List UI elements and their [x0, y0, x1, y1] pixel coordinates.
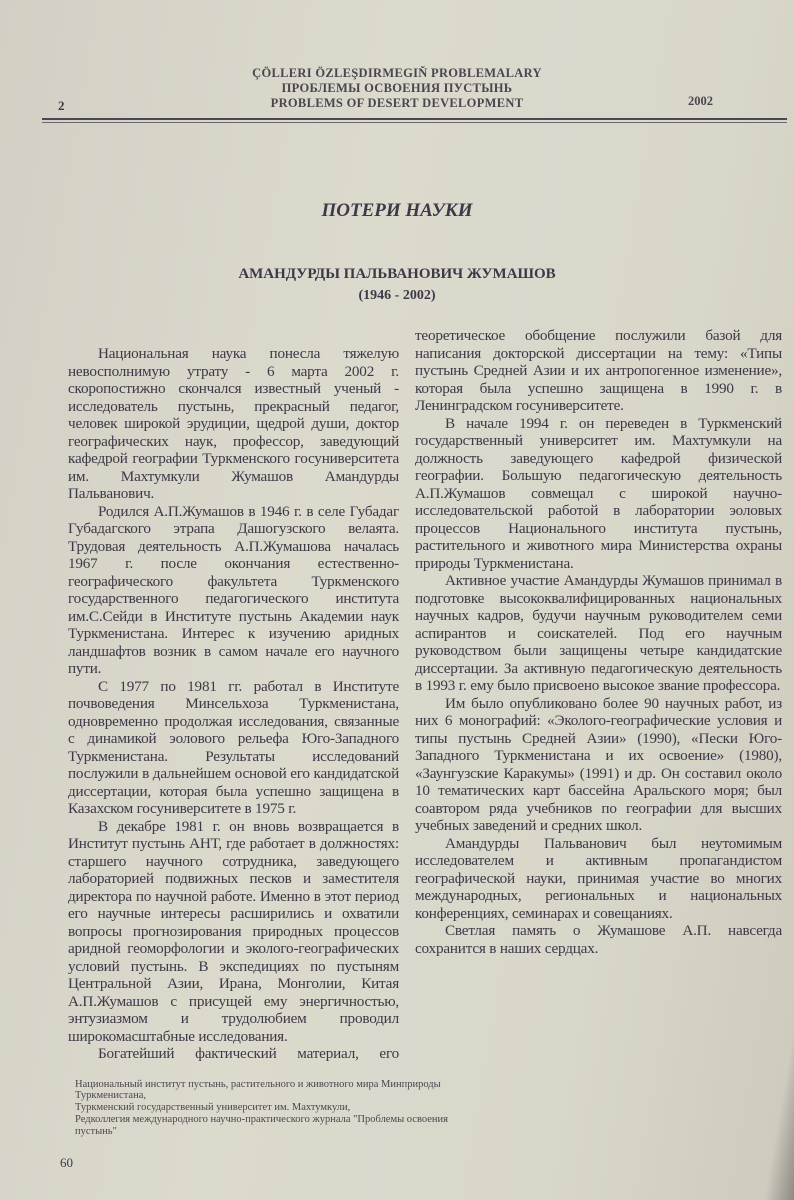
left-column — [68, 345, 399, 1063]
right-column — [415, 327, 782, 957]
paragraph: Родился А.П.Жумашов в 1946 г. в селе Губадаг Губадагского этрапа Дашогузского велаята. Трудовая деятельность А.П.Жумашова началась 1967 г. после окончания естественно-географического факультета Туркменского государственного педагогического института им.С.Сейди в Институте пустынь Академии наук Туркменистана. Интерес к изучению аридных ландшафтов возник в самом начале его научного пути. — [68, 502, 399, 677]
issue-number: 2 — [58, 98, 65, 113]
section-title: ПОТЕРИ НАУКИ — [321, 200, 473, 221]
page-number: 60 — [60, 1155, 73, 1171]
footnote-line: Редколлегия международного научно-практического журнала "Проблемы освоения пустынь" — [75, 1113, 448, 1137]
footnote — [75, 1079, 455, 1138]
article-life-dates: (1946 - 2002) — [358, 288, 436, 303]
paragraph: Им было опубликовано более 90 научных работ, из них 6 монографий: «Эколого-географические условия и типы пустынь Средней Азии» (1990), «Пески Юго-Западного Туркменистана и их освоение» (1980), «Заунгузские Каракумы» (1991) и др. Он составил около 10 тематических карт бассейна Аральского моря; был соавтором ряда учебников по географии для высших учебных заведений и средних школ. — [415, 694, 782, 834]
footnote-line: Национальный институт пустынь, растительного и животного мира Минприроды Туркменистана, — [75, 1078, 441, 1102]
issue-year: 2002 — [688, 94, 713, 108]
paragraph: С 1977 по 1981 гг. работал в Институте почвоведения Минсельхоза Туркменистана, одновременно продолжая исследования, связанные с динамикой эолового рельефа Юго-Западного Туркменистана. Результаты исследований послужили в дальнейшем основой его кандидатской диссертации, которая была успешно защищена в Казахском госуниверситете в 1975 г. — [68, 677, 399, 817]
paragraph: теоретическое обобщение послужили базой для написания докторской диссертации на тему: «Типы пустынь Средней Азии и их антропогенное изменение», которая была успешно защищена в 1990 г. в Ленинградском госуниверситете. — [415, 327, 782, 414]
journal-title-ru: ПРОБЛЕМЫ ОСВОЕНИЯ ПУСТЫНЬ — [281, 81, 513, 95]
paragraph: В начале 1994 г. он переведен в Туркменский государственный университет им. Махтумкули на должность заведующего кафедрой физической географии. Большую педагогическую деятельность А.П.Жумашов совмещал с широкой научно-исследовательской работой в лаборатории эоловых процессов Национального института пустынь, растительного и животного мира Министерства охраны природы Туркменистана. — [415, 414, 782, 572]
header-rule — [42, 118, 787, 120]
footnote-line: Туркменский государственный университет им. Махтумкули, — [75, 1102, 351, 1114]
header-rule-thin — [42, 122, 787, 123]
paragraph: Светлая память о Жумашове А.П. навсегда сохранится в наших сердцах. — [415, 922, 782, 957]
journal-title-en: PROBLEMS OF DESERT DEVELOPMENT — [270, 96, 524, 110]
paragraph: Активное участие Амандурды Жумашов принимал в подготовке высококвалифицированных национальных научных кадров, будучи научным руководителем семи аспирантов и соискателей. Под его научным руководством были защищены четыре кандидатские диссертации. За активную педагогическую деятельность в 1993 г. ему было присвоено высокое звание профессора. — [415, 572, 782, 694]
article-body — [60, 327, 782, 1171]
paragraph: Национальная наука понесла тяжелую невосполнимую утрату - 6 марта 2002 г. скоропостижно скончался известный ученый - исследователь пустынь, прекрасный педагог, человек широкой эрудиции, щедрой души, доктор географических наук, профессор, заведующий кафедрой географии Туркменского госуниверситета им. Махтумкули Жумашов Амандурды Пальванович. — [68, 345, 399, 502]
journal-title-tm: ÇÖLLERI ÖZLEŞDIRMEGIŇ PROBLEMALARY — [252, 66, 542, 80]
paragraph: Богатейший фактический материал, его — [98, 1045, 399, 1062]
article-person-name: АМАНДУРДЫ ПАЛЬВАНОВИЧ ЖУМАШОВ — [238, 266, 556, 282]
paragraph: Амандурды Пальванович был неутомимым исследователем и активным пропагандистом географической науки, принимая участие во многих международных, региональных и национальных конференциях, семинарах и совещаниях. — [415, 834, 782, 922]
journal-header — [0, 66, 794, 111]
article-columns — [68, 327, 782, 1063]
paragraph: В декабре 1981 г. он вновь возвращается в Институт пустынь АНТ, где работает в должностях: старшего научного сотрудника, заведующего лабораторией подвижных песков и заместителя директора по научной работе. Именно в этот период его научные интересы расширились и охватили вопросы прогнозирования природных процессов аридной геоморфологии и эколого-географических условий пустынь. В экспедициях по пустыням Центральной Азии, Ирана, Монголии, Китая А.П.Жумашов с присущей ему энергичностью, энтузиазмом и трудолюбием проводил широкомасштабные исследования. — [68, 817, 399, 1045]
